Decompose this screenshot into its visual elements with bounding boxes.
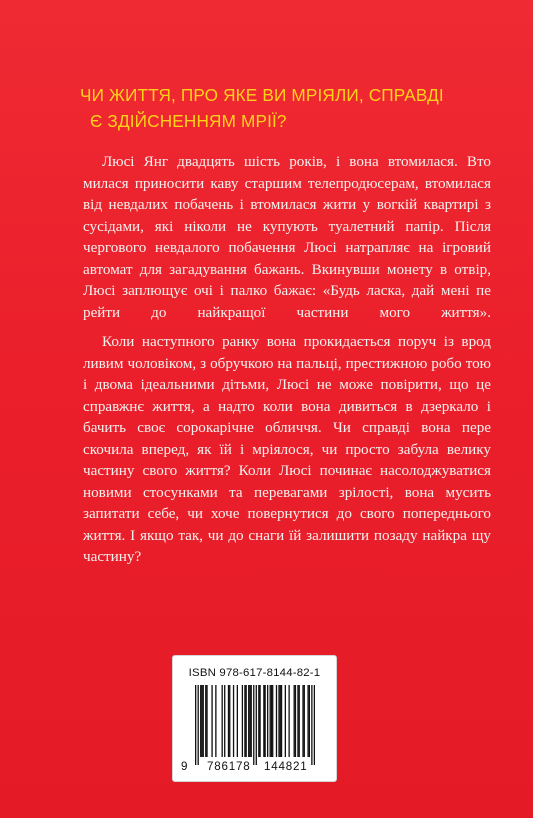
- barcode-bar: [276, 685, 277, 757]
- blurb-line: милася приносити каву старшим телепродюсерам, втомилася: [83, 174, 491, 192]
- barcode-bar: [249, 685, 250, 757]
- barcode-bar: [211, 685, 212, 757]
- barcode-bar: [251, 685, 252, 757]
- barcode-bar: [206, 685, 207, 757]
- barcode-bar: [302, 685, 303, 757]
- barcode-bar: [267, 685, 268, 757]
- blurb-line: Люсі заплющує очі і палко бажає: «Будь ласка, дай мені пе: [83, 282, 491, 299]
- barcode-bar: [299, 685, 300, 757]
- barcode-bar: [229, 685, 230, 757]
- barcode-bar: [281, 685, 282, 757]
- headline-line-1: ЧИ ЖИТТЯ, ПРО ЯКЕ ВИ МРІЯЛИ, СПРАВДІ: [80, 85, 444, 105]
- blurb-line: запитати себе, чи хоче повернутися до свого попереднього: [83, 505, 491, 522]
- headline: [80, 82, 500, 134]
- barcode-bar: [203, 685, 204, 757]
- blurb-line: скочила вперед, як їй і мріялося, чи просто забула велику: [83, 440, 491, 458]
- barcode-bar: [278, 685, 279, 757]
- isbn-barcode: [172, 655, 337, 782]
- isbn-label: ISBN 978-617-8144-82-1: [188, 667, 321, 679]
- blurb-line: рейти до найкращої частини мого життя».: [83, 303, 491, 321]
- barcode-bar: [224, 685, 225, 757]
- barcode-bar: [288, 685, 289, 757]
- blurb-line: автомат для загадування бажань. Вкинувши монету в отвір,: [83, 260, 491, 278]
- blurb-line: Люсі Янг двадцять шість років, і вона втомилася. Вто: [102, 153, 491, 170]
- blurb-line: частину свого життя? Коли Люсі починає насолоджуватися: [83, 462, 491, 479]
- barcode-bar: [233, 685, 234, 757]
- barcode-bar: [309, 685, 310, 757]
- blurb-line: ливим чоловіком, з обручкою на пальці, престижною робо: [83, 354, 462, 372]
- blurb-line: тою і двома ідеальними дітьми, Люсі не може повірити, що: [83, 354, 491, 393]
- blurb-line: від невдалих побачень і втомилася жити у вогкій квартирі: [83, 196, 479, 213]
- barcode-bar: [295, 685, 296, 757]
- barcode-bar: [256, 685, 257, 765]
- blurb-line: це справжнє життя, а надто коли вона дивиться в дзеркало: [83, 376, 491, 415]
- barcode-bar: [244, 685, 245, 757]
- blurb: [83, 151, 491, 576]
- headline-line-2: Є ЗДІЙСНЕННЯМ МРІЇ?: [90, 111, 287, 131]
- blurb-line: чергового невдалого побачення Люсі натрапляє на ігровий: [83, 239, 491, 256]
- barcode-bar: [314, 685, 315, 765]
- barcode-bar: [311, 685, 312, 765]
- barcode-bar: [228, 685, 229, 757]
- barcode-bar: [201, 685, 202, 757]
- barcode-graphic: [195, 685, 315, 767]
- barcode-bar: [200, 685, 201, 757]
- barcode-bar: [297, 685, 298, 757]
- barcode-bar: [285, 685, 286, 757]
- barcode-bar: [264, 685, 265, 757]
- barcode-bar: [195, 685, 196, 765]
- barcode-bar: [272, 685, 273, 757]
- barcode-bar: [294, 685, 295, 757]
- barcode-bar: [270, 685, 271, 757]
- barcode-bar: [248, 685, 249, 757]
- barcode-bar: [307, 685, 308, 757]
- barcode-bar: [205, 685, 206, 757]
- barcode-bar: [242, 685, 243, 757]
- barcode-bar: [304, 685, 305, 757]
- barcode-bar: [258, 685, 259, 757]
- barcode-bar: [253, 685, 254, 765]
- barcode-bar: [271, 685, 272, 757]
- barcode-bar: [259, 685, 260, 757]
- blurb-line: Коли наступного ранку вона прокидається поруч із врод: [102, 333, 491, 350]
- barcode-bar: [246, 685, 247, 757]
- barcode-bar: [237, 685, 238, 757]
- blurb-line: життя. І якщо так, чи до снаги їй залишити позаду найкра: [83, 526, 467, 544]
- barcode-bars: [195, 685, 315, 767]
- barcode-digit-first: 9: [181, 760, 188, 773]
- blurb-line: з сусідами, які ніколи не купують туалетний папір. Після: [83, 196, 491, 235]
- barcode-bar: [263, 685, 264, 757]
- barcode-digits-right: 144821: [264, 760, 308, 773]
- barcode-bar: [222, 685, 223, 757]
- blurb-line: і бачить своє сорокарічне обличчя. Чи справді вона пере: [83, 397, 491, 436]
- barcode-bar: [280, 685, 281, 757]
- barcode-digits-left: 786178: [207, 760, 251, 773]
- blurb-line: новими стосунками та перевагами зрілості, вона мусить: [83, 483, 491, 501]
- blurb-paragraph-2: [83, 331, 491, 568]
- blurb-paragraph-1: [83, 151, 491, 323]
- barcode-bar: [215, 685, 216, 757]
- barcode-bar: [198, 685, 199, 765]
- blurb-line: щу частину?: [83, 526, 491, 565]
